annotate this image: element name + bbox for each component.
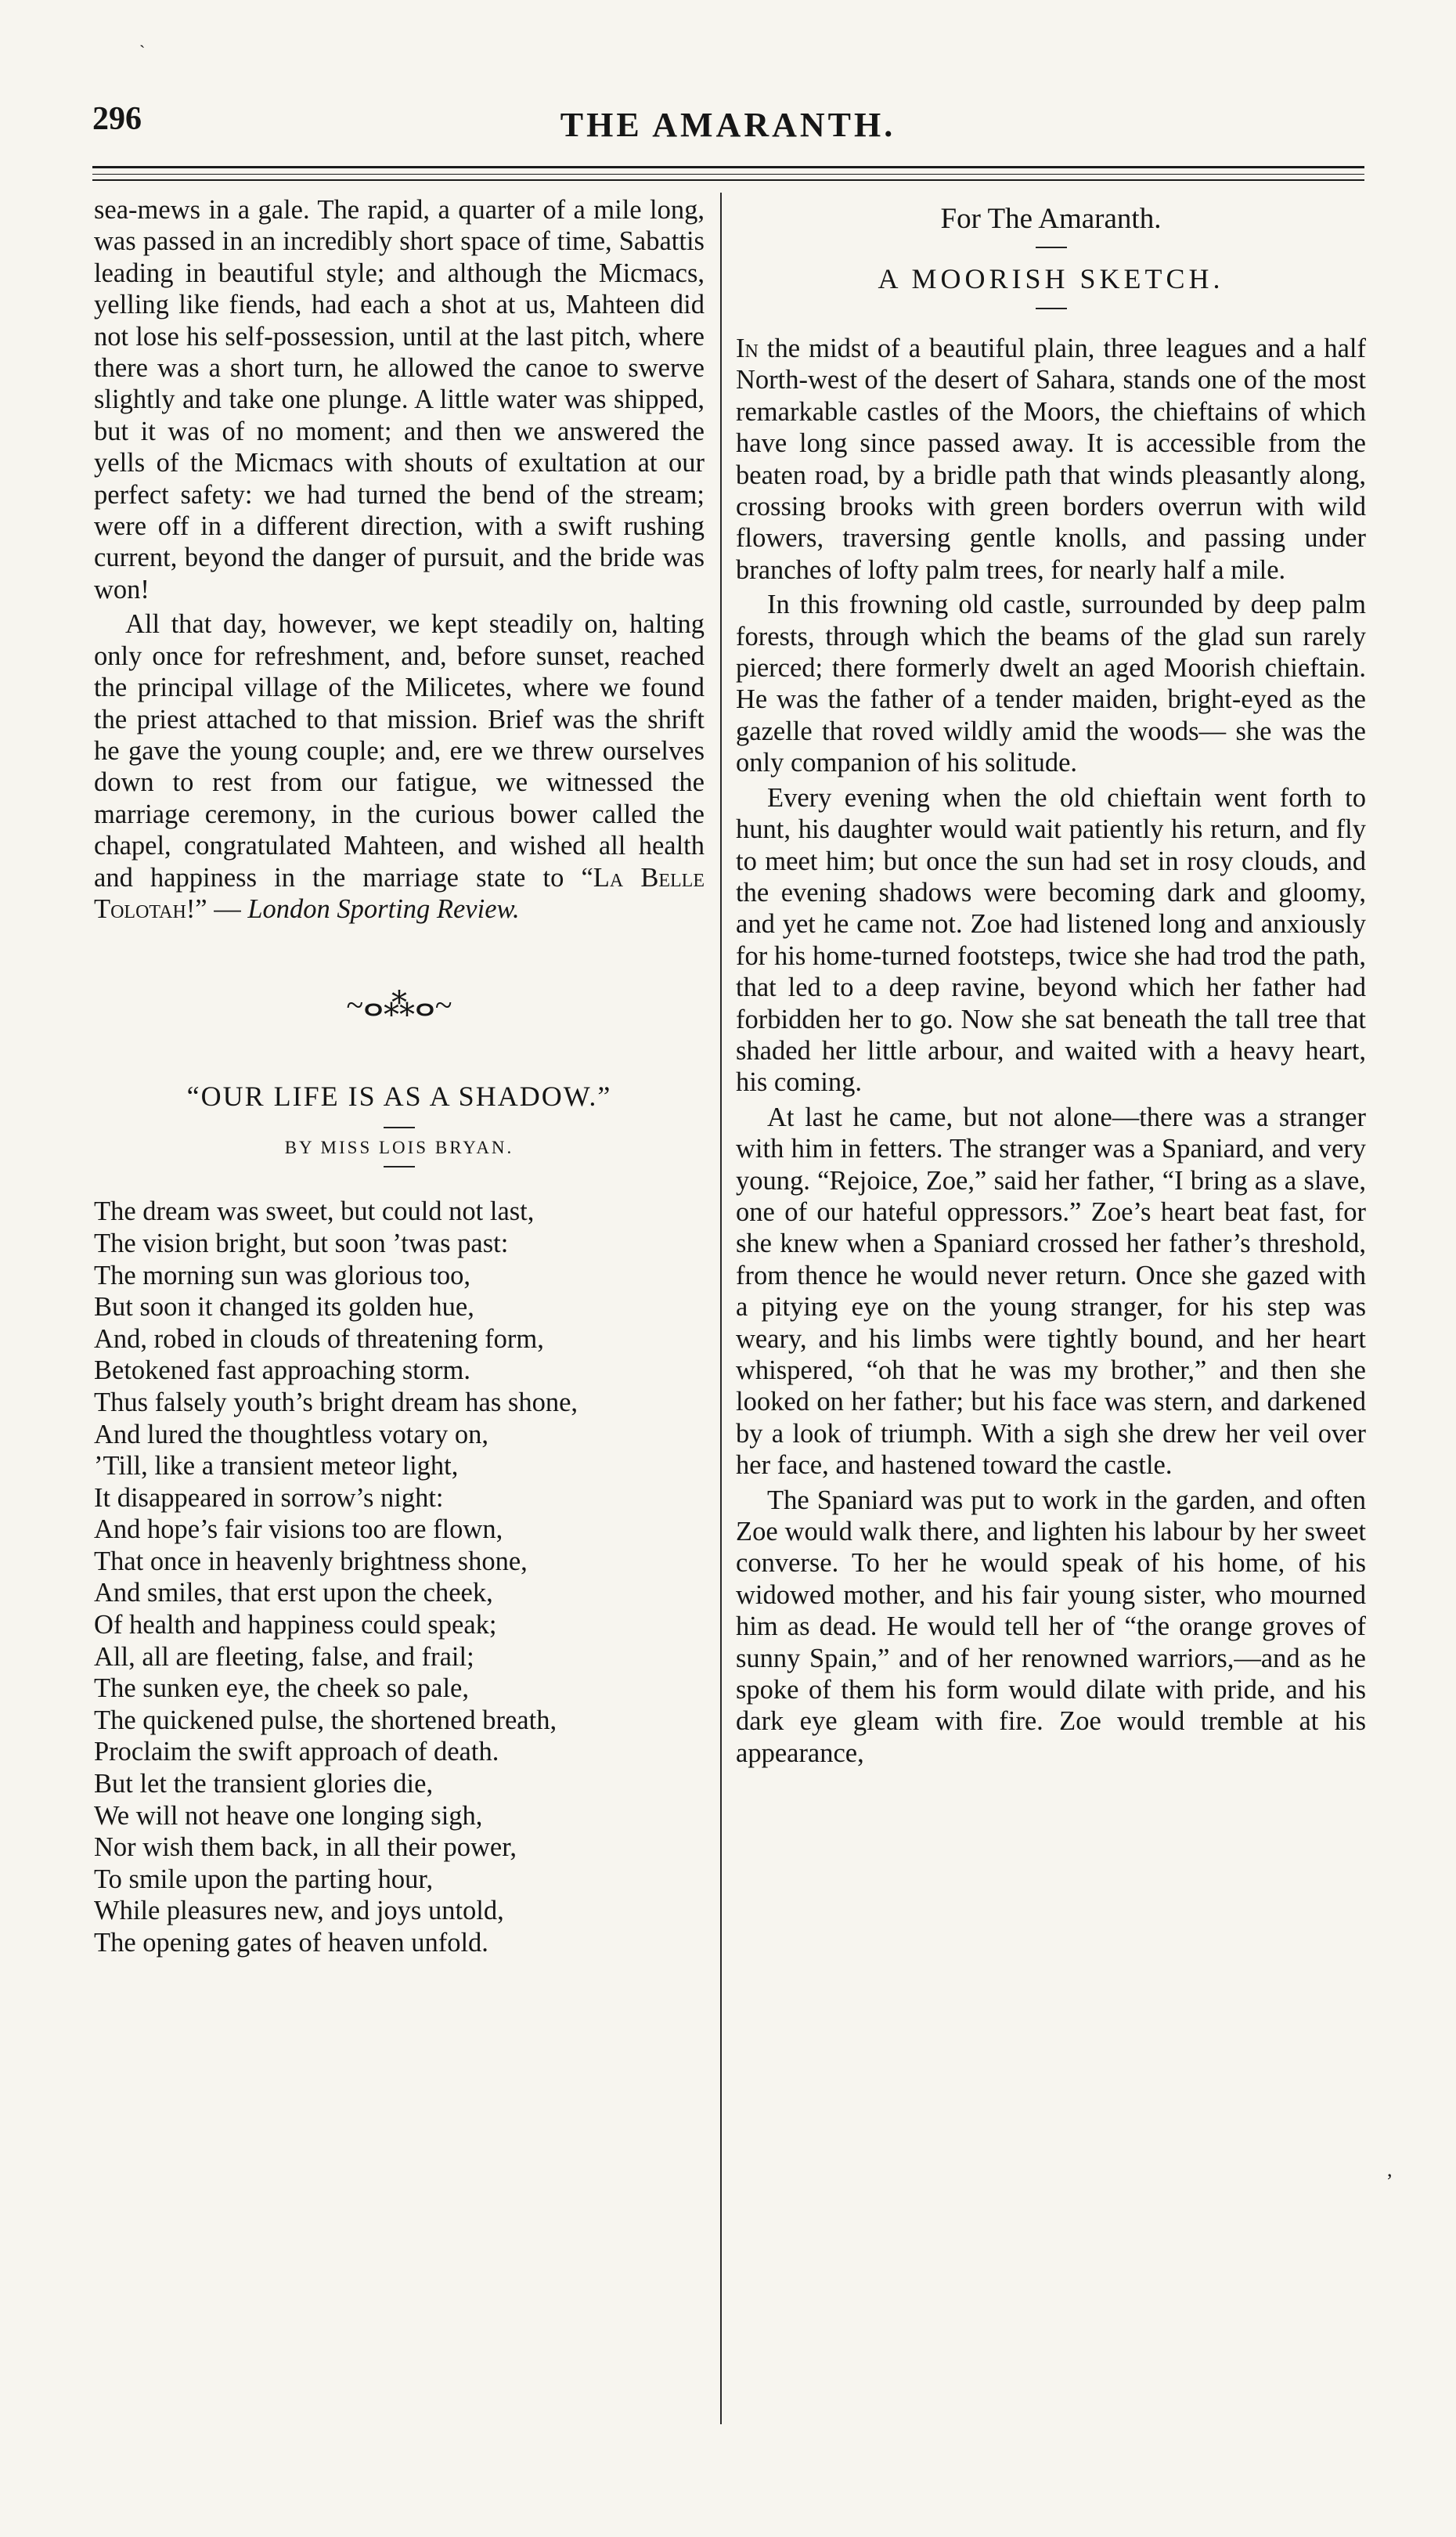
poem-line: And hope’s fair visions too are flown, bbox=[94, 1514, 503, 1545]
attribution-rule bbox=[1036, 247, 1067, 248]
poem-line: The dream was sweet, but could not last, bbox=[94, 1196, 535, 1227]
article-paragraph: The Spaniard was put to work in the garden, and often Zoe would walk there, and lighten his labour by her sweet converse. To her he would speak of his home, of his widowed mother, and his fair young sister, who mourned him as dead. He would tell her of “the orange groves of sunny Spain,” and of her renowned warriors,—and as he spoke of them his form would dilate with pride, and his dark eye gleam with fire. Zoe would tremble at his appearance, bbox=[736, 1485, 1366, 1768]
poem-line: The vision bright, but soon ’twas past: bbox=[94, 1228, 509, 1258]
fleuron-ornament: ~ⴰ⁂ⴰ~ bbox=[346, 987, 452, 1023]
page-number: 296 bbox=[92, 101, 142, 137]
poem-line: Proclaim the swift approach of death. bbox=[94, 1737, 499, 1767]
header-rule-bottom bbox=[92, 179, 1364, 181]
story-paragraph: sea-mews in a gale. The rapid, a quarter of a mile long, was passed in an incredibly short space of time, Sabattis leading in beautiful style; and although the Micmacs, yelling like fiends, had each a shot at us, Mahteen did not lose his self-possession, until at the last pitch, where there was a short turn, he allowed the canoe to swerve slightly and take one plunge. A little water was shipped, but it was of no moment; and then we answered the yells of the Micmacs with shouts of exultation at our perfect safety: we had turned the bend of the stream; were off in a different direction, with a swift rushing current, beyond the danger of pursuit, and the bride was won! bbox=[94, 195, 705, 604]
poem-line: Betokened fast approaching storm. bbox=[94, 1355, 470, 1386]
story-paragraph-final bbox=[94, 608, 705, 925]
poem-line: The quickened pulse, the shortened breath, bbox=[94, 1705, 557, 1735]
quote-close: !” — bbox=[186, 893, 241, 924]
poem-line: The opening gates of heaven unfold. bbox=[94, 1928, 488, 1958]
poem-line: All, all are fleeting, false, and frail; bbox=[94, 1641, 474, 1672]
poem-line: The sunken eye, the cheek so pale, bbox=[94, 1673, 469, 1704]
corner-mark: ˏ bbox=[139, 28, 146, 48]
header-rule-middle bbox=[92, 174, 1364, 175]
header-rule-top bbox=[92, 166, 1364, 168]
article-paragraph: Every evening when the old chieftain went forth to hunt, his daughter would wait patiently his return, and fly to meet him; but once the sun had set in rosy clouds, and the evening shadows were becoming dark and gloomy, and yet he came not. Zoe had listened long and anxiously for his home-turned footsteps, twice she had trod the path, that led to a deep ravine, beyond which her father had forbidden her to go. Now she sat beneath the tall tree that shaded her little arbour, and waited with a heavy heart, his coming. bbox=[736, 782, 1366, 1098]
poem-line: The morning sun was glorious too, bbox=[94, 1260, 471, 1290]
poem-line: And smiles, that erst upon the cheek, bbox=[94, 1578, 493, 1608]
poem-lines bbox=[94, 1196, 705, 1958]
story-paragraph-text: All that day, however, we kept steadily on, halting only once for refreshment, and, before sunset, reached the principal village of the Milicetes, where we found the priest attached to that mission. Brief was the shrift he gave the young couple; and, ere we threw ourselves down to rest from our fatigue, we witnessed the marriage ceremony, in the curious bower called the chapel, congratulated Mahteen, and wished all health and happiness in the marriage state to “ bbox=[94, 609, 705, 893]
article-paragraph: In this frowning old castle, surrounded by deep palm forests, through which the beams of the glad sun rarely pierced; there formerly dwelt an aged Moorish chieftain. He was the father of a tender maiden, bright-eyed as the gazelle that roved wildly amid the woods— she was the only companion of his solitude. bbox=[736, 590, 1366, 778]
article-paragraph-text: the midst of a beautiful plain, three leagues and a half North-west of the desert of Sahara, stands one of the most remarkable castles of the Moors, the chieftains of which have long since passed away. It is accessible from the beaten road, by a bridle path that winds pleasantly along, crossing brooks with green borders overrun with wild flowers, traversing gentle knolls, and passing under branches of lofty palm trees, for nearly half a mile. bbox=[736, 334, 1367, 585]
title-rule bbox=[1036, 308, 1067, 309]
lead-word: In bbox=[736, 334, 759, 363]
stray-mark: , bbox=[1387, 2158, 1393, 2181]
article-title: A MOORISH SKETCH. bbox=[878, 263, 1224, 294]
article-paragraph: At last he came, but not alone—there was a stranger with him in fetters. The stranger was a Spaniard, and very young. “Rejoice, Zoe,” said her father, “I bring as a slave, one of our hateful oppressors.” Zoe’s heart beat fast, for she knew when a Spaniard crossed her father’s threshold, from thence he would never return. Once she gazed with a pitying eye on the young stranger, for his step was weary, and his limbs were tightly bound, and her heart whispered, “oh that he was my brother,” and then she looked on her father; but his face was stern, and darkened by a look of triumph. With a sigh she drew her veil over her face, and hastened toward the castle. bbox=[736, 1102, 1366, 1481]
left-column bbox=[94, 194, 705, 1959]
article-body bbox=[736, 333, 1366, 1769]
poem-line: Nor wish them back, in all their power, bbox=[94, 1832, 517, 1863]
poem-line: While pleasures new, and joys untold, bbox=[94, 1896, 504, 1926]
right-column bbox=[736, 194, 1366, 1769]
article-attribution: For The Amaranth. bbox=[940, 203, 1162, 235]
column-divider bbox=[720, 193, 722, 2424]
poem-line: ’Till, like a transient meteor light, bbox=[94, 1451, 459, 1481]
poem-line: We will not heave one longing sigh, bbox=[94, 1800, 483, 1831]
poem-line: Thus falsely youth’s bright dream has shone, bbox=[94, 1387, 578, 1417]
poem-line: And, robed in clouds of threatening form, bbox=[94, 1323, 544, 1354]
poem-title: “OUR LIFE IS AS A SHADOW.” bbox=[186, 1081, 612, 1113]
byline-rule bbox=[384, 1166, 415, 1167]
poem-line: That once in heavenly brightness shone, bbox=[94, 1546, 528, 1576]
article-paragraph bbox=[736, 333, 1366, 586]
poem-line: Of health and happiness could speak; bbox=[94, 1610, 497, 1640]
poem-line: But soon it changed its golden hue, bbox=[94, 1292, 474, 1323]
journal-title: THE AMARANTH. bbox=[560, 106, 896, 144]
poem-line: It disappeared in sorrow’s night: bbox=[94, 1482, 444, 1513]
poem-line: But let the transient glories die, bbox=[94, 1769, 434, 1799]
poem-line: And lured the thoughtless votary on, bbox=[94, 1419, 489, 1449]
poem-title-rule bbox=[384, 1127, 415, 1128]
poem-byline: BY MISS LOIS BRYAN. bbox=[284, 1138, 514, 1158]
quoted-name: La Belle Tolotah bbox=[94, 862, 705, 924]
poem-line: To smile upon the parting hour, bbox=[94, 1864, 434, 1894]
source-credit: London Sporting Review. bbox=[247, 893, 520, 924]
